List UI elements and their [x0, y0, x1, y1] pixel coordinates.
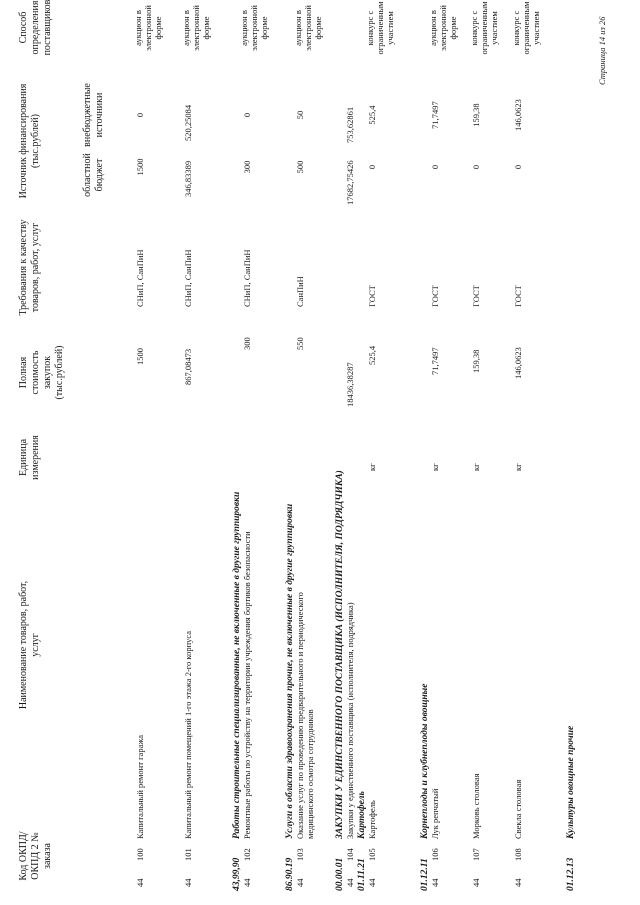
row-104-extra: 753,62861	[345, 106, 355, 143]
row-103-num: 103	[295, 848, 305, 861]
section-01-12-11-code: 01.12.11	[420, 858, 430, 891]
row-105-method: конкурс с ограниченным участием	[365, 1, 395, 55]
row-102-num: 102	[242, 848, 252, 861]
section-43-99-90-code: 43,99,90	[232, 857, 242, 891]
row-106-cost: 71,7497	[430, 347, 440, 375]
row-104-code: 44	[345, 878, 355, 887]
row-104-regional: 17682,75426	[345, 160, 355, 205]
row-105-unit: кг	[367, 463, 377, 471]
header-extra: внебюджетные источники	[82, 83, 105, 147]
row-106-regional: 0	[430, 164, 440, 170]
row-101-method: аукцион в электронной форме	[181, 5, 211, 51]
row-108-quality: ГОСТ	[513, 285, 523, 307]
section-01-12-11-name: Корнеплоды и клубнеплоды овощные	[420, 683, 430, 839]
row-101-cost: 867,08473	[183, 348, 193, 385]
header-quality: Требования к качеству товаров, работ, услуг	[18, 219, 41, 316]
row-108-extra: 146,0623	[513, 99, 523, 131]
row-107-cost: 159,38	[471, 349, 481, 373]
row-100-cost: 1500	[135, 348, 145, 365]
row-101-num: 101	[183, 848, 193, 861]
section-01-12-13-name: Культуры овощные прочие	[566, 725, 576, 839]
row-105-code: 44	[367, 878, 377, 887]
row-101-code: 44	[183, 878, 193, 887]
row-102-extra: 0	[242, 112, 252, 118]
row-108-regional: 0	[513, 164, 523, 170]
row-108-method: конкурс с ограниченным участием	[511, 1, 541, 55]
section-00-00-01-code: 00.00.01	[335, 857, 345, 891]
row-103-cost: 550	[295, 337, 305, 350]
row-107-method: конкурс с ограниченным участием	[469, 1, 499, 55]
row-100-code: 44	[135, 878, 145, 887]
row-107-code: 44	[471, 878, 481, 887]
row-100-extra: 0	[135, 112, 145, 118]
section-01-11-21-name: Картофель	[357, 791, 367, 839]
row-103-name: Оказание услуг по проведению предварительного и периодического медицинского осмотра сотрудников	[295, 592, 315, 839]
row-104-cost: 18436,38287	[345, 362, 355, 407]
row-101-name: Капитальный ремонт помещений 1-го этажа 2-го корпуса	[183, 630, 193, 839]
row-100-name: Капитальный ремонт гаража	[135, 734, 145, 839]
section-86-90-19-code: 86.90.19	[285, 857, 295, 891]
row-103-extra: 50	[295, 110, 305, 120]
row-108-cost: 146,0623	[513, 347, 523, 379]
header-unit: Единица измерения	[18, 435, 41, 480]
header-regional: областной бюджет	[82, 153, 105, 197]
section-01-11-21-code: 01.11.21	[357, 858, 367, 891]
row-103-method: аукцион в электронной форме	[293, 5, 323, 51]
row-108-code: 44	[513, 878, 523, 887]
section-00-00-01-name: ЗАКУПКИ У ЕДИНСТВЕННОГО ПОСТАВЩИКА (ИСПОЛНИТЕЛЯ, ПОДРЯДЧИКА)	[335, 470, 345, 839]
row-105-regional: 0	[367, 164, 377, 170]
row-106-method: аукцион в электронной форме	[428, 5, 458, 51]
row-105-extra: 525,4	[367, 105, 377, 125]
row-103-code: 44	[295, 878, 305, 887]
row-106-quality: ГОСТ	[430, 285, 440, 307]
row-106-extra: 71,7497	[430, 101, 440, 129]
row-105-quality: ГОСТ	[367, 285, 377, 307]
header-source: Источник финансирования (тыс.рублей)	[18, 83, 41, 199]
row-106-num: 106	[430, 848, 440, 861]
row-108-num: 108	[513, 848, 523, 861]
row-104-name: Закупки у единственного поставщика (исполнителя, подрядчика)	[345, 602, 355, 839]
row-100-quality: СНиП, СанПиН	[135, 249, 145, 307]
section-43-99-90-name: Работы строительные специализированные, не включенные в другие группировки	[232, 491, 242, 839]
row-107-quality: ГОСТ	[471, 285, 481, 307]
header-name: Наименование товаров, работ, услуг	[18, 580, 41, 710]
row-106-code: 44	[430, 878, 440, 887]
row-107-regional: 0	[471, 164, 481, 170]
row-102-cost: 300	[242, 337, 252, 350]
row-102-name: Ремонтные работы по устройству на территории учреждения бортиков безопасности	[242, 531, 252, 839]
section-86-90-19-name: Услуги в области здравоохранения прочие, не включенные в другие группировки	[285, 503, 295, 839]
row-103-regional: 500	[295, 160, 305, 174]
row-107-extra: 159,38	[471, 103, 481, 127]
row-100-regional: 1500	[135, 158, 145, 176]
row-102-regional: 300	[242, 160, 252, 174]
header-method: Способ определения поставщиков	[18, 0, 53, 56]
page-number: Страница 14 из 26	[597, 16, 607, 85]
row-107-name: Морковь столовая	[471, 773, 481, 839]
row-106-unit: кг	[430, 463, 440, 471]
row-105-num: 105	[367, 848, 377, 861]
row-102-method: аукцион в электронной форме	[239, 5, 269, 51]
row-108-name: Свекла столовая	[513, 779, 523, 839]
row-102-quality: СНиП, СанПиН	[242, 249, 252, 307]
row-101-extra: 520,25084	[183, 104, 193, 141]
header-code: Код ОКПД/ ОКПД 2 № заказа	[18, 831, 53, 881]
row-100-method: аукцион в электронной форме	[133, 5, 163, 51]
row-101-quality: СНиП, СанПиН	[183, 249, 193, 307]
row-104-num: 104	[345, 848, 355, 861]
row-100-num: 100	[135, 848, 145, 861]
row-107-unit: кг	[471, 463, 481, 471]
header-cost: Полная стоимость закупок (тыс.рублей)	[18, 345, 65, 400]
row-102-code: 44	[242, 878, 252, 887]
row-106-name: Лук репчатый	[430, 788, 440, 839]
row-103-quality: СанПиН	[295, 276, 305, 307]
section-01-12-13-code: 01.12.13	[566, 857, 576, 891]
row-101-regional: 346,83389	[183, 160, 193, 197]
row-105-cost: 525,4	[367, 345, 377, 365]
row-107-num: 107	[471, 848, 481, 861]
row-108-unit: кг	[513, 463, 523, 471]
row-105-name: Картофель	[367, 800, 377, 839]
